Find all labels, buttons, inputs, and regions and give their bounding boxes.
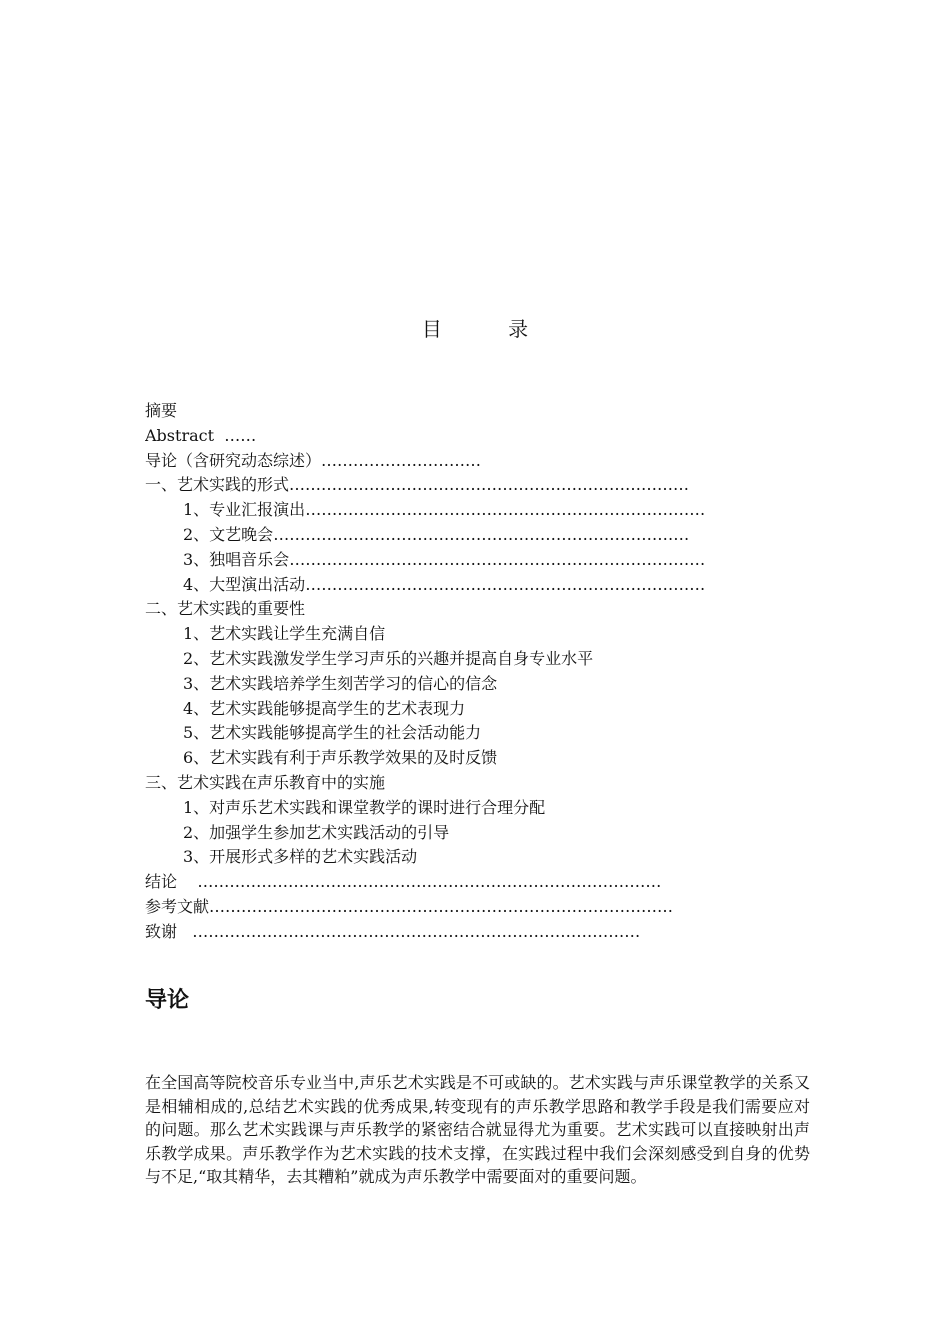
toc-entry-conclusion[interactable]	[145, 870, 810, 895]
toc-entry-chapter-2[interactable]	[145, 597, 810, 622]
toc-leader-dots: …………………………………………………………………	[305, 574, 706, 594]
toc-entry-label: 参考文献	[145, 896, 210, 916]
toc-entry-label: 5、艺术实践能够提高学生的社会活动能力	[183, 723, 482, 743]
toc-entry-abstract-en[interactable]	[145, 424, 810, 449]
toc-entry-2-4[interactable]	[145, 697, 810, 722]
toc-entry-label: 1、对声乐艺术实践和课堂教学的课时进行合理分配	[183, 797, 546, 817]
toc-entry-label: 2、加强学生参加艺术实践活动的引导	[183, 822, 450, 842]
toc-entry-label: 致谢	[145, 921, 193, 941]
toc-entry-3-2[interactable]	[145, 821, 810, 846]
toc-entry-abstract-cn[interactable]	[145, 399, 810, 424]
toc-entry-1-4[interactable]	[145, 573, 810, 598]
toc-entry-label: 导论（含研究动态综述）	[145, 450, 322, 470]
toc-leader-dots: …………………………………………………………………	[305, 500, 706, 520]
toc-entry-label: 结论	[145, 872, 198, 892]
toc-leader-dots: ……………………………………………………………………	[289, 549, 706, 569]
toc-entry-label: 3、开展形式多样的艺术实践活动	[183, 847, 418, 867]
toc-leader-dots: …………………………………………………………………	[289, 475, 690, 495]
toc-entry-introduction[interactable]	[145, 449, 810, 474]
toc-entry-label: 3、独唱音乐会	[183, 549, 290, 569]
toc-entry-label: 6、艺术实践有利于声乐教学效果的及时反馈	[183, 748, 498, 768]
toc-entry-label: 4、大型演出活动	[183, 574, 306, 594]
toc-entry-acknowledgements[interactable]	[145, 920, 810, 945]
toc-entry-2-3[interactable]	[145, 672, 810, 697]
section-heading: 导论	[145, 988, 190, 1013]
toc-leader-dots: …………………………………………………………………………	[192, 921, 641, 941]
toc-entry-3-3[interactable]	[145, 845, 810, 870]
toc-leader-dots: …………………………	[321, 450, 482, 470]
toc-entry-2-6[interactable]	[145, 746, 810, 771]
toc-entry-1-3[interactable]	[145, 548, 810, 573]
toc-entry-label: 3、艺术实践培养学生刻苦学习的信心的信念	[183, 673, 498, 693]
toc-entry-chapter-1[interactable]	[145, 473, 810, 498]
toc-entry-label: 1、艺术实践让学生充满自信	[183, 624, 386, 644]
toc-entry-2-2[interactable]	[145, 647, 810, 672]
toc-title: 目 录	[421, 317, 559, 341]
toc-leader-dots: ……………………………………………………………………………	[197, 872, 662, 892]
toc-entry-2-5[interactable]	[145, 721, 810, 746]
toc-entry-2-1[interactable]	[145, 622, 810, 647]
toc-entry-label: 2、艺术实践激发学生学习声乐的兴趣并提高自身专业水平	[183, 648, 594, 668]
toc-entry-1-1[interactable]	[145, 498, 810, 523]
toc-leader-dots: ……………………………………………………………………	[273, 524, 690, 544]
toc-entry-label: 4、艺术实践能够提高学生的艺术表现力	[183, 698, 466, 718]
toc-entry-label: 2、文艺晚会	[183, 524, 274, 544]
toc-entry-label: 摘要	[145, 401, 178, 420]
table-of-contents	[145, 399, 810, 945]
toc-entry-chapter-3[interactable]	[145, 771, 810, 796]
toc-leader-dots: ……	[224, 425, 257, 445]
toc-entry-label: 三、艺术实践在声乐教育中的实施	[145, 772, 386, 792]
toc-entry-1-2[interactable]	[145, 523, 810, 548]
toc-entry-label: Abstract	[145, 425, 225, 445]
toc-entry-label: 1、专业汇报演出	[183, 500, 306, 520]
toc-entry-references[interactable]	[145, 895, 810, 920]
toc-entry-label: 二、艺术实践的重要性	[145, 599, 306, 619]
toc-entry-label: 一、艺术实践的形式	[145, 475, 290, 495]
body-paragraph: 在全国高等院校音乐专业当中,声乐艺术实践是不可或缺的。艺术实践与声乐课堂教学的关系又是相辅相成的,总结艺术实践的优秀成果,转变现有的声乐教学思路和教学手段是我们需要应对的问题。那么艺术实践课与声乐教学的紧密结合就显得尤为重要。艺术实践可以直接映射出声乐教学成果。声乐教学作为艺术实践的技术支撑，在实践过程中我们会深刻感受到自身的优势与不足,“取其精华，去其糟粕”就成为声乐教学中需要面对的重要问题。	[145, 1073, 810, 1186]
toc-leader-dots: ……………………………………………………………………………	[209, 896, 674, 916]
toc-entry-3-1[interactable]	[145, 796, 810, 821]
